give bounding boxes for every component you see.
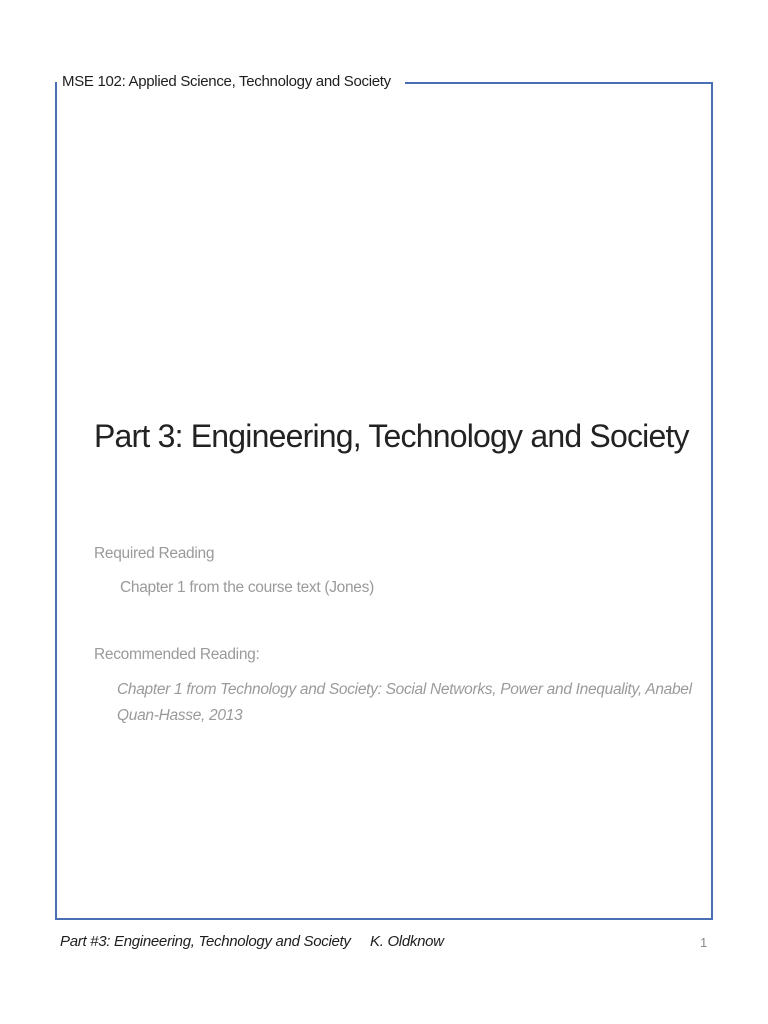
course-header: MSE 102: Applied Science, Technology and Society	[57, 68, 405, 96]
page-number: 1	[700, 935, 708, 950]
slide-frame	[55, 82, 713, 920]
required-reading-item: Chapter 1 from the course text (Jones)	[120, 579, 374, 596]
recommended-reading-line-2: Quan-Hasse, 2013	[117, 707, 243, 724]
required-reading-heading: Required Reading	[94, 545, 215, 562]
slide-title: Part 3: Engineering, Technology and Society	[94, 418, 689, 454]
recommended-reading-heading: Recommended Reading:	[94, 646, 260, 663]
footer-title: Part #3: Engineering, Technology and Society	[60, 933, 351, 950]
recommended-reading-line-1: Chapter 1 from Technology and Society: Social Networks, Power and Inequality, Anabel	[117, 681, 692, 698]
footer-author: K. Oldknow	[370, 933, 444, 950]
